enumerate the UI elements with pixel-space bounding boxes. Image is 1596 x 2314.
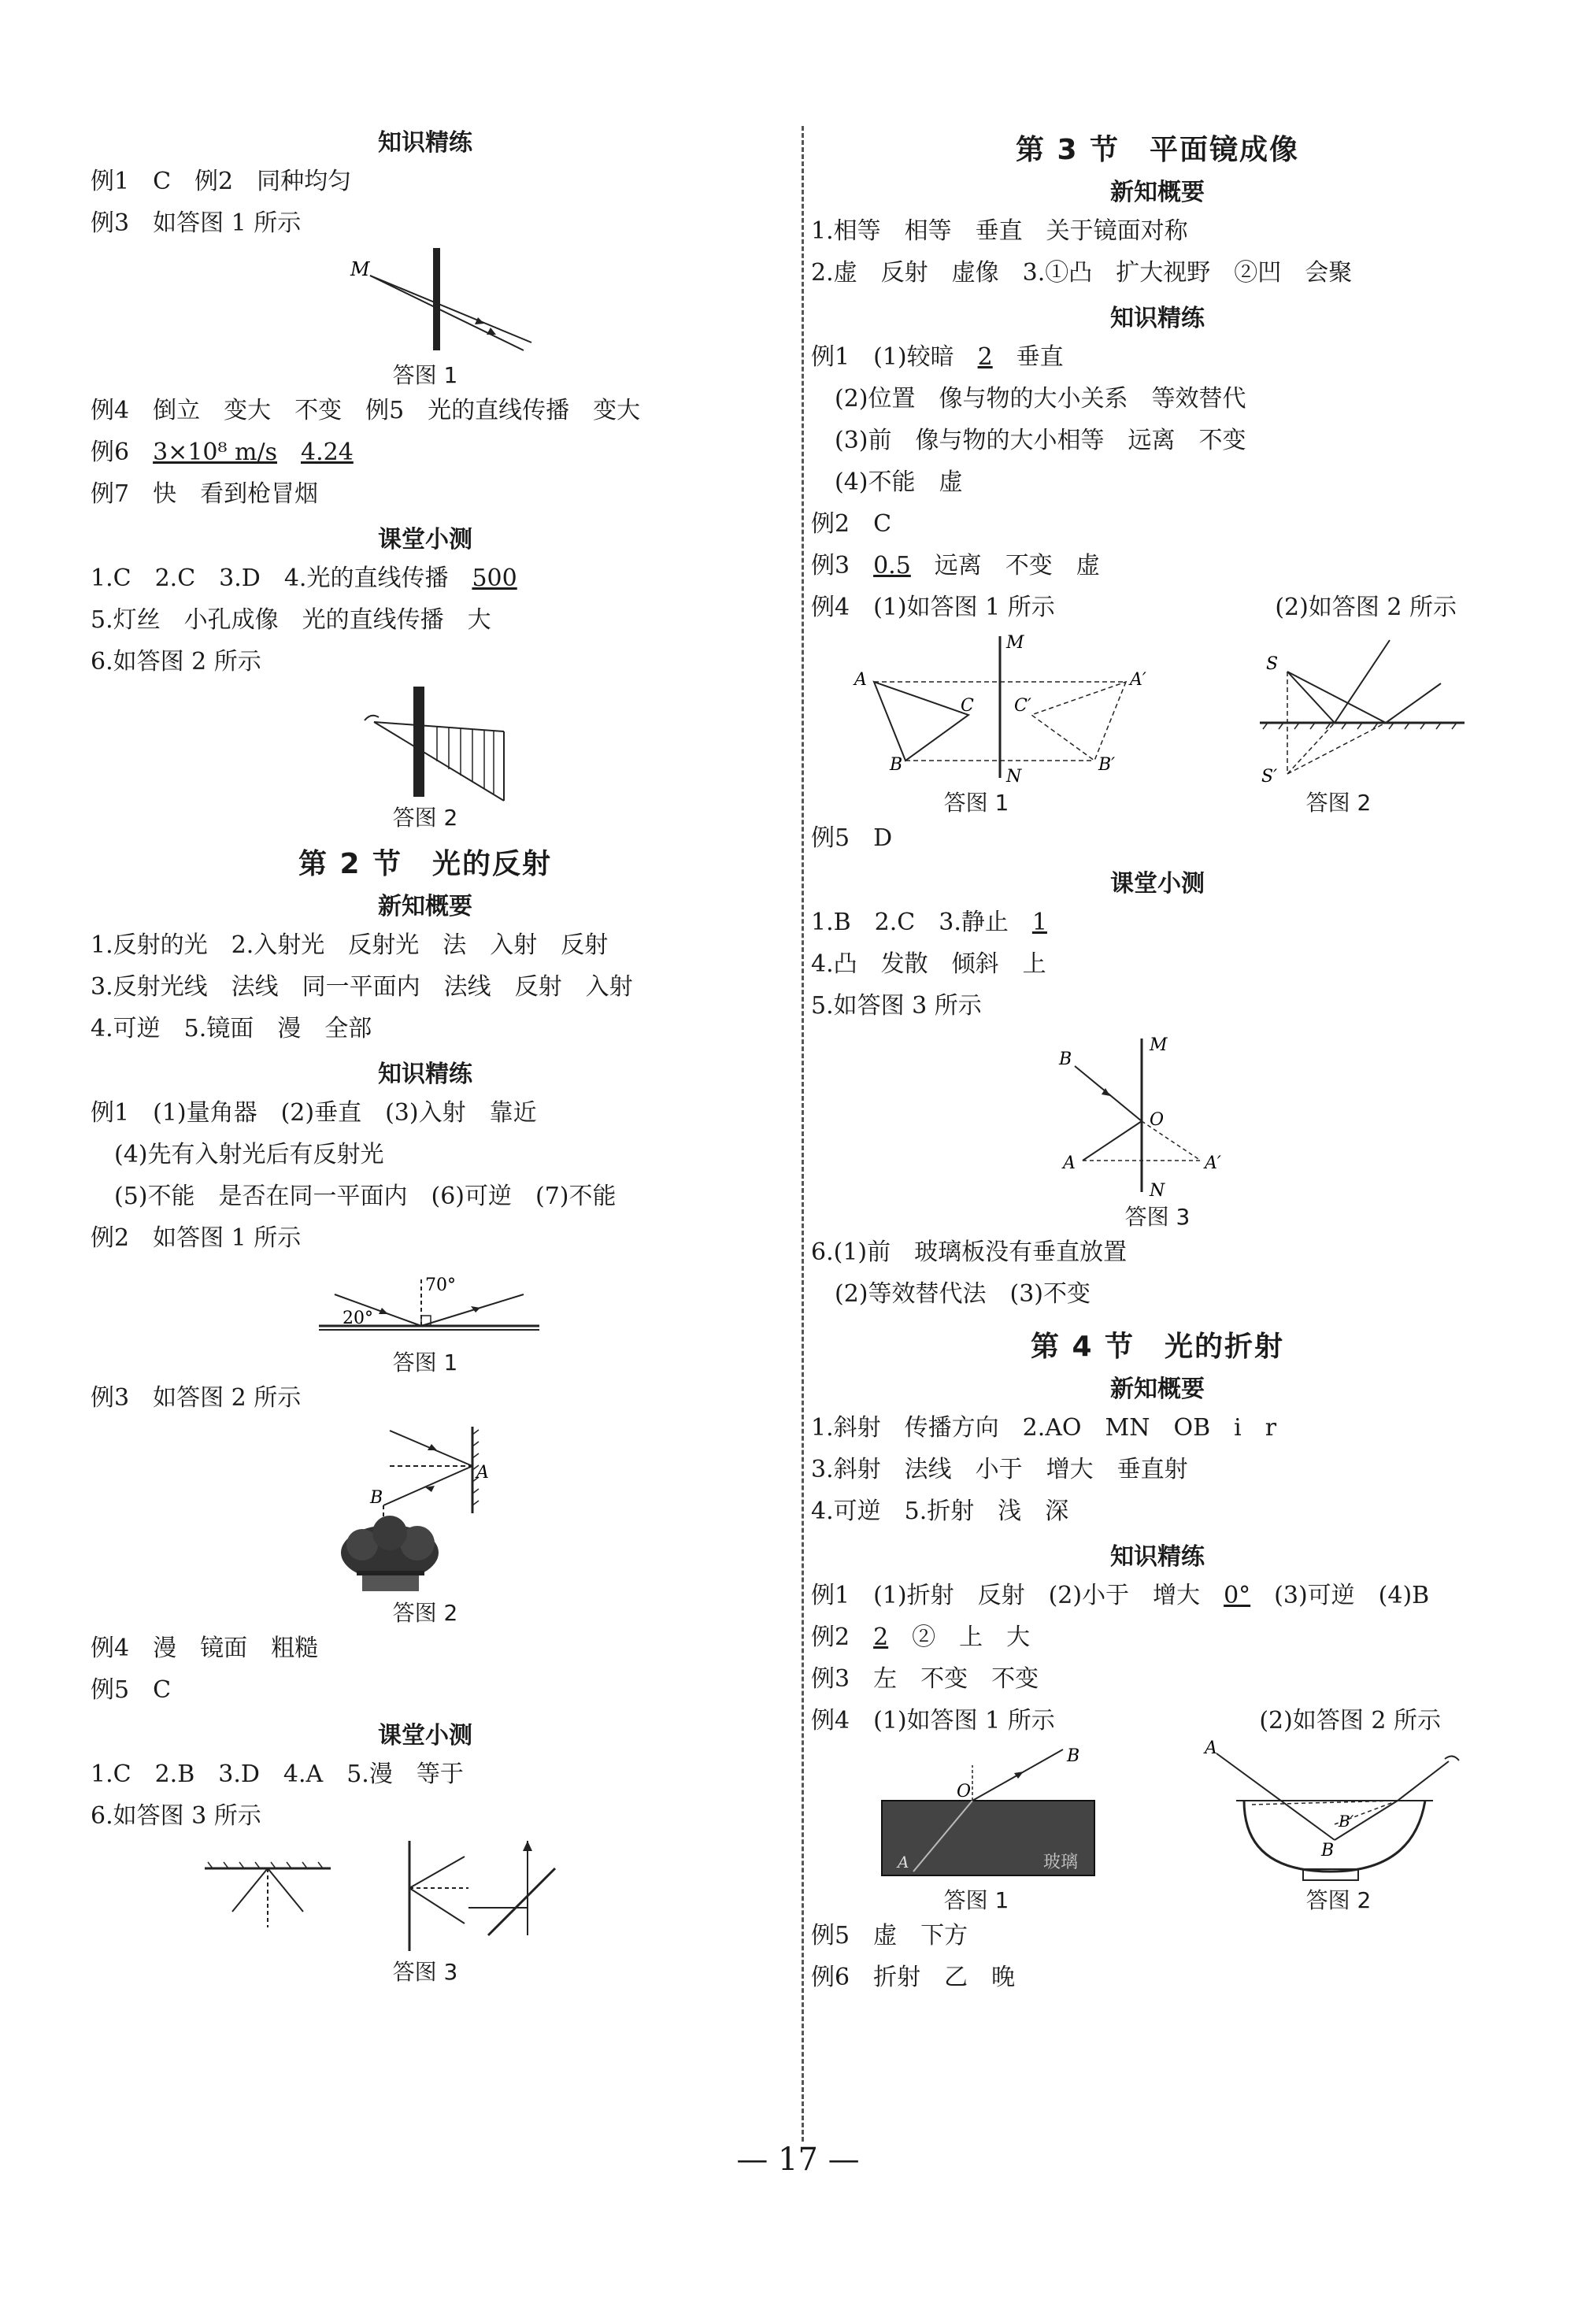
figure-caption: 答图 2 (1305, 790, 1372, 816)
answer-line: 例2 2 ② 上 大 (811, 1624, 1031, 1651)
label-B: B (1321, 1841, 1335, 1860)
section-title: 知识精练 (378, 1061, 472, 1088)
section-title: 课堂小测 (1110, 870, 1205, 898)
figure-refraction-1 (811, 1742, 1142, 1915)
answer-line: 例3 0.5 远离 不变 虚 (811, 552, 1100, 579)
label-N: N (1150, 1181, 1165, 1201)
figure-answer-1 (91, 244, 760, 390)
label-A: A (476, 1463, 489, 1483)
answer-line: (4)不能 虚 (835, 468, 963, 496)
figure-caption: 答图 1 (392, 362, 458, 388)
label-B: B (370, 1488, 383, 1508)
figure-caption: 答图 2 (392, 1600, 458, 1626)
chapter-title: 第 2 节 光的反射 (298, 848, 553, 880)
answer-line: 3.反射光线 法线 同一平面内 法线 反射 入射 (91, 973, 633, 1001)
answer-line: 例1 C 例2 同种均匀 (91, 168, 352, 195)
label-A: A (1063, 1153, 1076, 1173)
label-B: B (1067, 1746, 1080, 1766)
angle-label: 70° (425, 1275, 456, 1295)
answer-line: 1.斜射 传播方向 2.AO MN OB i r (811, 1414, 1277, 1442)
label-A-prime: A′ (1205, 1153, 1221, 1173)
answer-line: 例1 (1)量角器 (2)垂直 (3)入射 靠近 (91, 1099, 537, 1127)
section-title: 新知概要 (378, 893, 472, 920)
answer-line: 6.如答图 2 所示 (91, 648, 261, 676)
right-column (811, 118, 1504, 1998)
label-M: M (1006, 633, 1024, 653)
figure-answer-3-mirror (811, 1027, 1504, 1231)
label-M: M (350, 258, 370, 280)
answer-line: (2)等效替代法 (3)不变 (835, 1280, 1091, 1308)
answer-line: 6.如答图 3 所示 (91, 1802, 261, 1830)
tilted-mirror-diagram (811, 1027, 1504, 1200)
answer-line: 例6 折射 乙 晚 (811, 1964, 1016, 1991)
bowl-refraction-diagram (1173, 1738, 1504, 1883)
label-C: C (961, 696, 974, 716)
section-title: 课堂小测 (378, 526, 472, 554)
refraction-diagram (91, 244, 760, 358)
answer-line: 例5 虚 下方 (811, 1922, 968, 1949)
label-S-prime: S′ (1261, 767, 1278, 787)
answer-line: 例2 C (811, 510, 892, 538)
figure-answer-2-plant (91, 1419, 760, 1627)
label-M: M (1150, 1035, 1168, 1055)
figure-row (811, 628, 1504, 817)
figure-caption: 答图 3 (392, 1959, 458, 1985)
glass-refraction-diagram (811, 1742, 1142, 1883)
section-title: 新知概要 (1110, 179, 1205, 206)
chapter-title: 第 3 节 平面镜成像 (1015, 134, 1300, 166)
label-N: N (1006, 767, 1022, 787)
figure-caption: 答图 1 (943, 790, 1009, 816)
answer-line: 3.斜射 法线 小于 增大 垂直射 (811, 1456, 1188, 1483)
answer-line: 例3 左 不变 不变 (811, 1665, 1039, 1693)
label-B-prime: B′ (1339, 1812, 1354, 1831)
answer-line: 1.相等 相等 垂直 关于镜面对称 (811, 217, 1188, 245)
label-S: S (1266, 654, 1279, 674)
answer-line: 例6 3×10⁸ m/s 4.24 (91, 439, 354, 466)
mirror-plant-diagram (91, 1419, 760, 1596)
label-A: A (1205, 1738, 1217, 1758)
answer-line: 例3 如答图 2 所示 (91, 1384, 302, 1412)
answer-line: 例1 (1)折射 反射 (2)小于 增大 0° (3)可逆 (4)B (811, 1582, 1430, 1609)
label-A: A (898, 1853, 909, 1872)
answer-line: 5.灯丝 小孔成像 光的直线传播 大 (91, 606, 491, 634)
figure-caption: 答图 2 (392, 805, 458, 831)
answer-line: 5.如答图 3 所示 (811, 992, 982, 1020)
answer-line: 例4 倒立 变大 不变 例5 光的直线传播 变大 (91, 397, 641, 424)
figure-plane-mirror-2 (1173, 628, 1504, 817)
figure-caption: 答图 1 (392, 1350, 458, 1375)
answer-line: 例5 D (811, 824, 893, 852)
answer-line: 4.可逆 5.折射 浅 深 (811, 1498, 1069, 1525)
answer-line: 例4 漫 镜面 粗糙 (91, 1635, 319, 1662)
reflection-diagrams-three (91, 1837, 760, 1955)
answer-line: 例7 快 看到枪冒烟 (91, 480, 319, 508)
answer-line: 6.(1)前 玻璃板没有垂直放置 (811, 1238, 1128, 1266)
answer-line: 例4 (1)如答图 1 所示 (2)如答图 2 所示 (811, 1707, 1441, 1735)
figure-answer-1-reflection (91, 1259, 760, 1377)
figure-caption: 答图 2 (1305, 1887, 1372, 1913)
section-title: 新知概要 (1110, 1375, 1205, 1403)
answer-line: 例3 如答图 1 所示 (91, 209, 302, 237)
answer-line: 1.C 2.B 3.D 4.A 5.漫 等于 (91, 1760, 464, 1788)
answer-line: 例4 (1)如答图 1 所示 (2)如答图 2 所示 (811, 594, 1457, 621)
answer-line: (3)前 像与物的大小相等 远离 不变 (835, 427, 1246, 454)
angle-label: 20° (343, 1309, 373, 1328)
answer-line: (2)位置 像与物的大小关系 等效替代 (835, 385, 1246, 413)
section-title: 知识精练 (1110, 305, 1205, 332)
answer-line: 例2 如答图 1 所示 (91, 1224, 302, 1252)
label-glass: 玻璃 (1043, 1853, 1079, 1872)
section-title: 课堂小测 (378, 1722, 472, 1749)
answer-line: 1.反射的光 2.入射光 反射光 法 入射 反射 (91, 931, 609, 959)
label-B: B (890, 755, 903, 775)
answer-line: 2.虚 反射 虚像 3.①凸 扩大视野 ②凹 会聚 (811, 259, 1353, 287)
label-A-prime: A′ (1130, 670, 1146, 690)
label-C-prime: C′ (1014, 696, 1031, 716)
figure-caption: 答图 3 (1124, 1204, 1191, 1230)
figure-refraction-2 (1173, 1738, 1504, 1915)
label-B-prime: B′ (1098, 755, 1116, 775)
answer-line: 例1 (1)较暗 2 垂直 (811, 343, 1064, 371)
page-number: — 17 — (736, 2142, 860, 2178)
label-B: B (1059, 1050, 1072, 1069)
section-title: 知识精练 (378, 129, 472, 157)
figure-row (811, 1738, 1504, 1915)
answer-line: 1.B 2.C 3.静止 1 (811, 909, 1047, 936)
chapter-title: 第 4 节 光的折射 (1030, 1331, 1285, 1363)
plane-mirror-image-diagram (811, 628, 1146, 787)
answer-line: (5)不能 是否在同一平面内 (6)可逆 (7)不能 (114, 1183, 617, 1210)
point-source-mirror-diagram (1173, 628, 1504, 786)
section-title: 知识精练 (1110, 1543, 1205, 1571)
label-O: O (1150, 1110, 1165, 1130)
figure-answer-2 (91, 683, 760, 832)
answer-line: 1.C 2.C 3.D 4.光的直线传播 500 (91, 565, 517, 592)
left-column (91, 118, 760, 1986)
figure-caption: 答图 1 (943, 1887, 1009, 1913)
reflection-angle-diagram (91, 1259, 760, 1346)
answer-line: 例5 C (91, 1676, 172, 1704)
label-A: A (854, 670, 867, 690)
figure-plane-mirror-1 (811, 628, 1146, 817)
answer-line: (4)先有入射光后有反射光 (114, 1141, 384, 1168)
figure-answer-3 (91, 1837, 760, 1986)
label-O: O (957, 1782, 972, 1801)
answer-line: 4.凸 发散 倾斜 上 (811, 950, 1046, 978)
shadow-diagram (91, 683, 760, 801)
column-divider (802, 126, 804, 2142)
answer-line: 4.可逆 5.镜面 漫 全部 (91, 1015, 372, 1042)
